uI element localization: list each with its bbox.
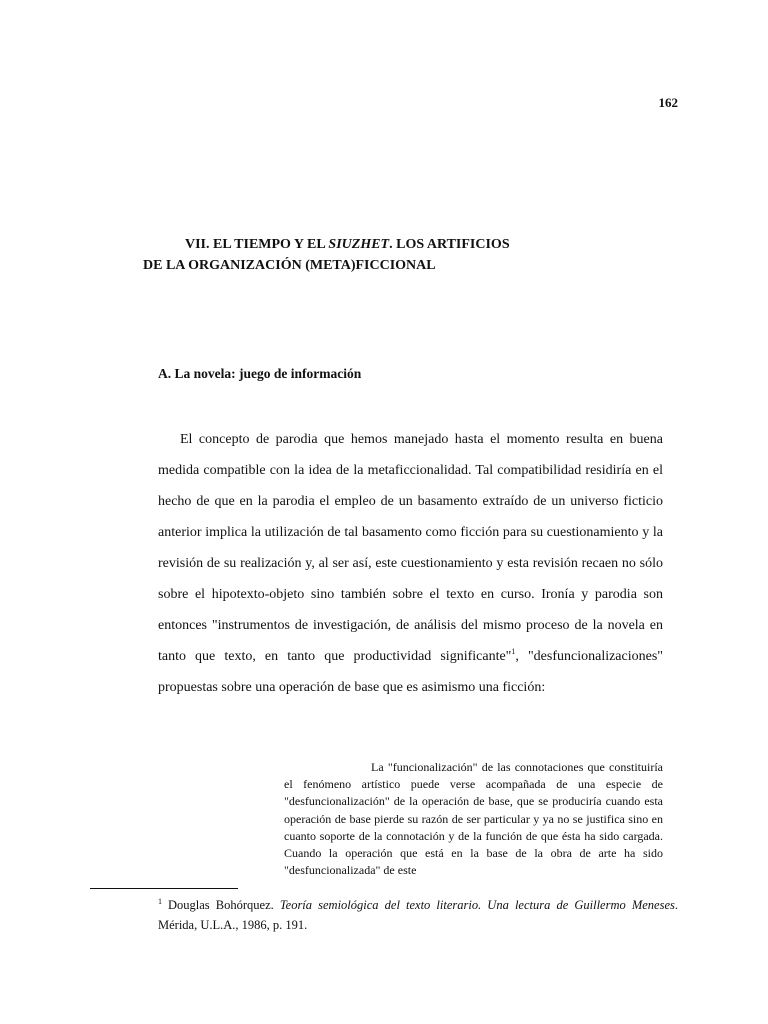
chapter-title-part-a: VII. EL TIEMPO Y EL xyxy=(185,237,329,252)
footnote-divider xyxy=(90,888,238,889)
page-number: 162 xyxy=(658,95,678,110)
chapter-title xyxy=(143,234,663,276)
footnote-book-title: Teoría semiológica del texto literario. Una lectura de Guillermo Meneses xyxy=(279,898,675,912)
footnote-author: Douglas Bohórquez. xyxy=(168,898,280,912)
body-text-part-b: , "desfuncionalizaciones" propuestas sobre una operación de base que es asimismo una ficción: xyxy=(158,649,664,695)
section-heading: A. La novela: juego de información xyxy=(158,366,362,381)
footnote xyxy=(158,895,678,935)
block-quote: La "funcionalización" de las connotaciones que constituiría el fenómeno artístico puede verse acompañada de una especie de "desfuncionalización" de la operación de base, que se produciría cuando esta operación de base pierde su razón de ser particular y ya no se justifica sino en cuanto soporte de la connotación y de la función de que ésta ha sido cargada. Cuando la operación que está en la base de la obra de arte ha sido "desfuncionalizada" de este xyxy=(284,760,663,878)
chapter-title-italic: SIUZHET xyxy=(328,237,390,252)
chapter-title-line-2: DE LA ORGANIZACIÓN (META)FICCIONAL xyxy=(143,258,436,273)
footnote-marker: 1 xyxy=(158,897,162,906)
footnote-reference[interactable]: 1 xyxy=(511,647,516,656)
chapter-title-line-1 xyxy=(143,234,663,255)
body-paragraph xyxy=(158,424,663,703)
footnote-publication: . Mérida, U.L.A., 1986, p. 191. xyxy=(158,898,678,932)
body-text-part-a: El concepto de parodia que hemos manejado hasta el momento resulta en buena medida compatible con la idea de la metaficcionalidad. Tal compatibilidad residiría en el hecho de que en la parodia el empleo de un basamento extraído de un universo ficticio anterior implica la utilización de tal basamento como ficción para su cuestionamiento y la revisión de su realización y, al ser así, este cuestionamiento y esta revisión recaen no sólo sobre el hipotexto-objeto sino también sobre el texto en curso. Ironía y parodia son entonces "instrumentos de investigación, de análisis del mismo proceso de la novela en tanto que texto, en tanto que productividad significante" xyxy=(158,432,663,664)
chapter-title-part-b: . LOS ARTIFICIOS xyxy=(389,237,510,252)
